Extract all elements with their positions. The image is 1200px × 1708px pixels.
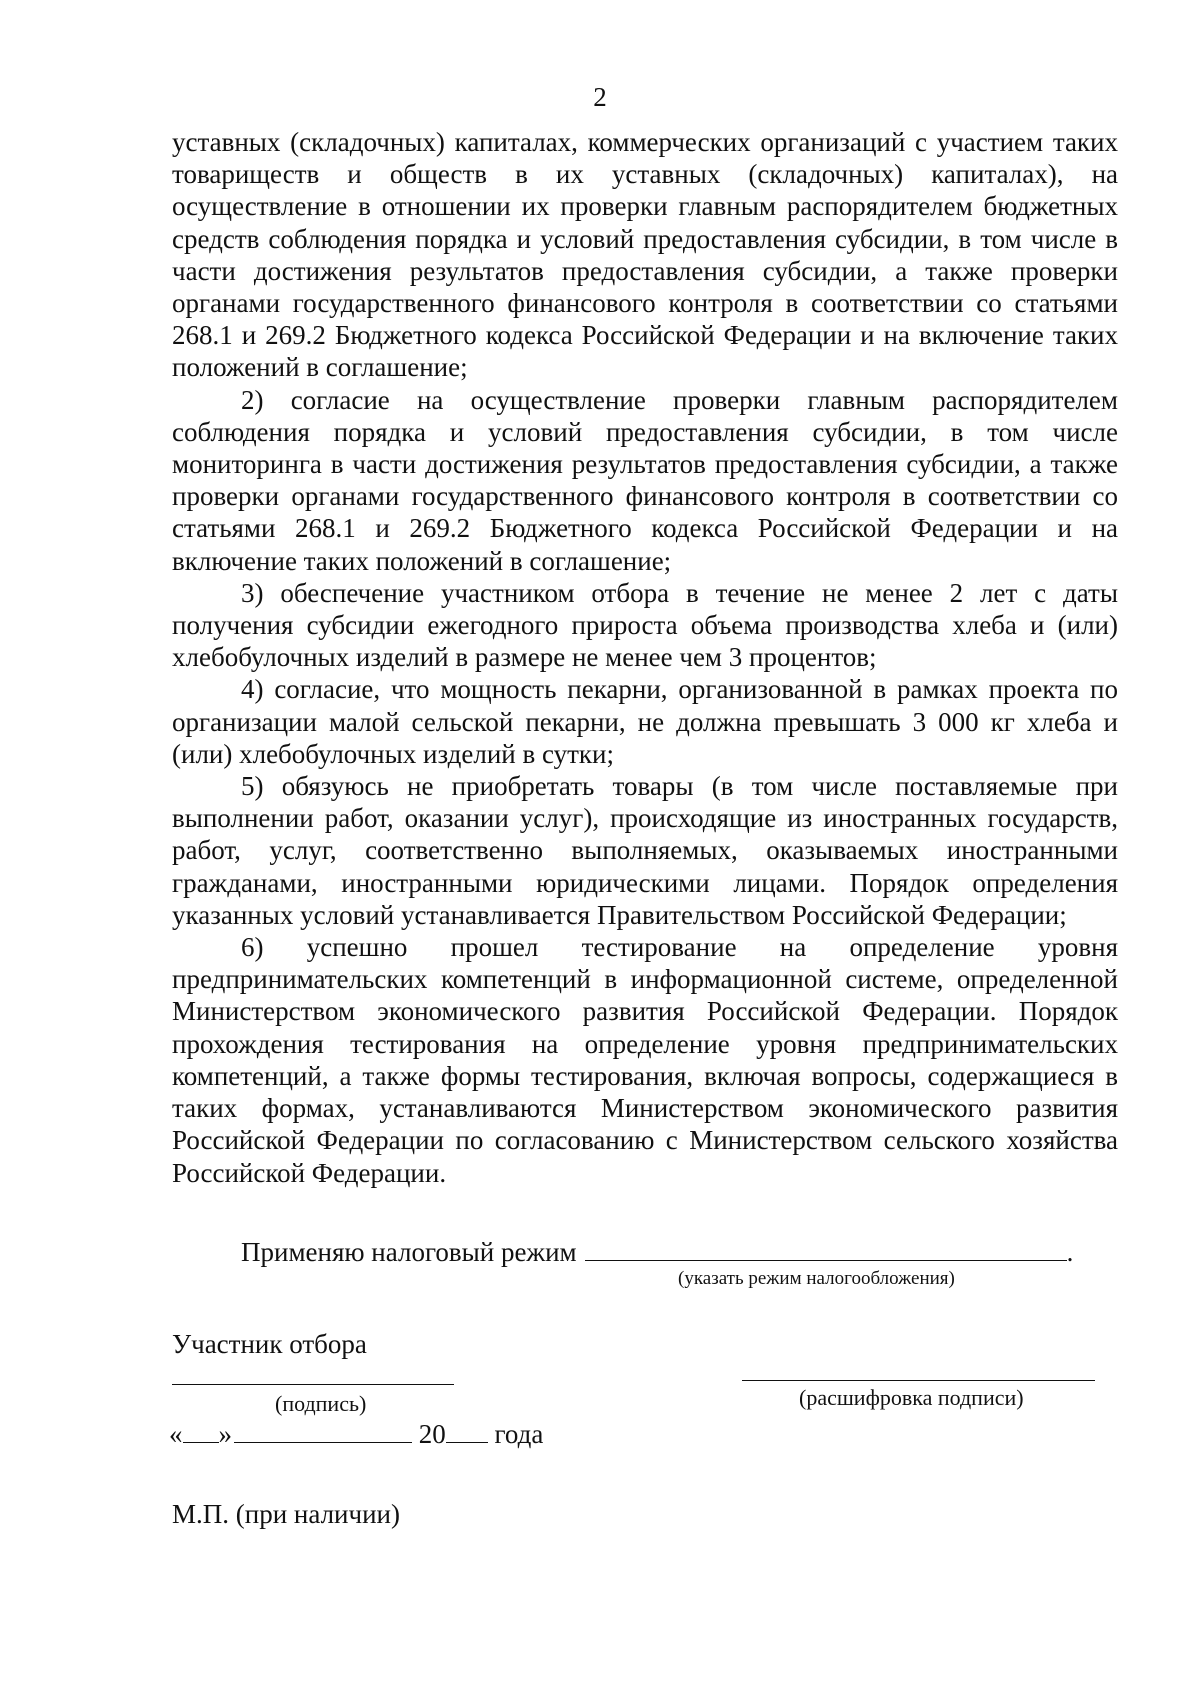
paragraph-5-foreign-goods: 5) обязуюсь не приобретать товары (в том числе поставляемые при выполнении работ, оказании услуг), происходящие из иностранных государств, работ, услуг, соответственно выполняемых, оказываемых иностранными гражданами, иностранными юридическими лицами. Порядок определения указанных условий устанавливается Правительством Российской Федерации; bbox=[172, 771, 1118, 930]
stamp-label: М.П. (при наличии) bbox=[172, 1499, 400, 1529]
date-line bbox=[169, 1418, 543, 1450]
date-year-suffix: года bbox=[494, 1419, 544, 1449]
signature-blank-field[interactable] bbox=[172, 1384, 454, 1385]
tax-regime-line bbox=[241, 1236, 1073, 1268]
signature-transcript-caption: (расшифровка подписи) bbox=[799, 1385, 1024, 1410]
date-day-blank-field[interactable] bbox=[183, 1420, 219, 1443]
tax-regime-hint: (указать режим налогообложения) bbox=[678, 1268, 955, 1289]
date-year-blank-field[interactable] bbox=[446, 1420, 488, 1443]
participant-label: Участник отбора bbox=[172, 1329, 367, 1359]
paragraph-2-inspection-consent: 2) согласие на осуществление проверки главным распорядителем соблюдения порядка и условий предоставления субсидии, в том числе мониторинга в части достижения результатов предоставления субсидии, а также проверки органами государственного финансового контроля в соответствии со статьями 268.1 и 269.2 Бюджетного кодекса Российской Федерации и на включение таких положений в соглашение; bbox=[172, 384, 1118, 576]
tax-regime-blank-field[interactable] bbox=[585, 1238, 1067, 1261]
paragraph-1-continuation: уставных (складочных) капиталах, коммерческих организаций с участием таких товариществ и обществ в их уставных (складочных) капиталах), на осуществление в отношении их проверки главным распорядителем бюджетных средств соблюдения порядка и условий предоставления субсидии, в том числе в части достижения результатов предоставления субсидии, а также проверки органами государственного финансового контроля в соответствии со статьями 268.1 и 269.2 Бюджетного кодекса Российской Федерации и на включение таких положений в соглашение; bbox=[172, 127, 1118, 383]
signature-caption: (подпись) bbox=[275, 1391, 367, 1416]
paragraph-6-competence-testing: 6) успешно прошел тестирование на определение уровня предпринимательских компетенций в информационной системе, определенной Министерством экономического развития Российской Федерации. Порядок прохождения тестирования на определение уровня предпринимательских компетенций, а также формы тестирования, включая вопросы, содержащиеся в таких формах, устанавливаются Министерством экономического развития Российской Федерации по согласованию с Министерством сельского хозяйства Российской Федерации. bbox=[172, 932, 1118, 1188]
signature-transcript-blank-field[interactable] bbox=[742, 1380, 1095, 1381]
paragraph-3-production-growth: 3) обеспечение участником отбора в течение не менее 2 лет с даты получения субсидии ежегодного прироста объема производства хлеба и (или) хлебобулочных изделий в размере не менее чем 3 процентов; bbox=[172, 577, 1118, 673]
page-number: 2 bbox=[593, 82, 607, 112]
date-open-quote: « bbox=[169, 1419, 183, 1449]
date-year-prefix: 20 bbox=[418, 1419, 446, 1449]
date-close-quote: » bbox=[218, 1419, 232, 1449]
date-month-blank-field[interactable] bbox=[234, 1420, 412, 1443]
tax-regime-label: Применяю налоговый режим bbox=[241, 1237, 577, 1267]
tax-regime-end-mark: . bbox=[1066, 1237, 1074, 1267]
paragraph-4-bakery-capacity: 4) согласие, что мощность пекарни, организованной в рамках проекта по организации малой сельской пекарни, не должна превышать 3 000 кг хлеба и (или) хлебобулочных изделий в сутки; bbox=[172, 674, 1118, 769]
body-text bbox=[172, 126, 1118, 1189]
